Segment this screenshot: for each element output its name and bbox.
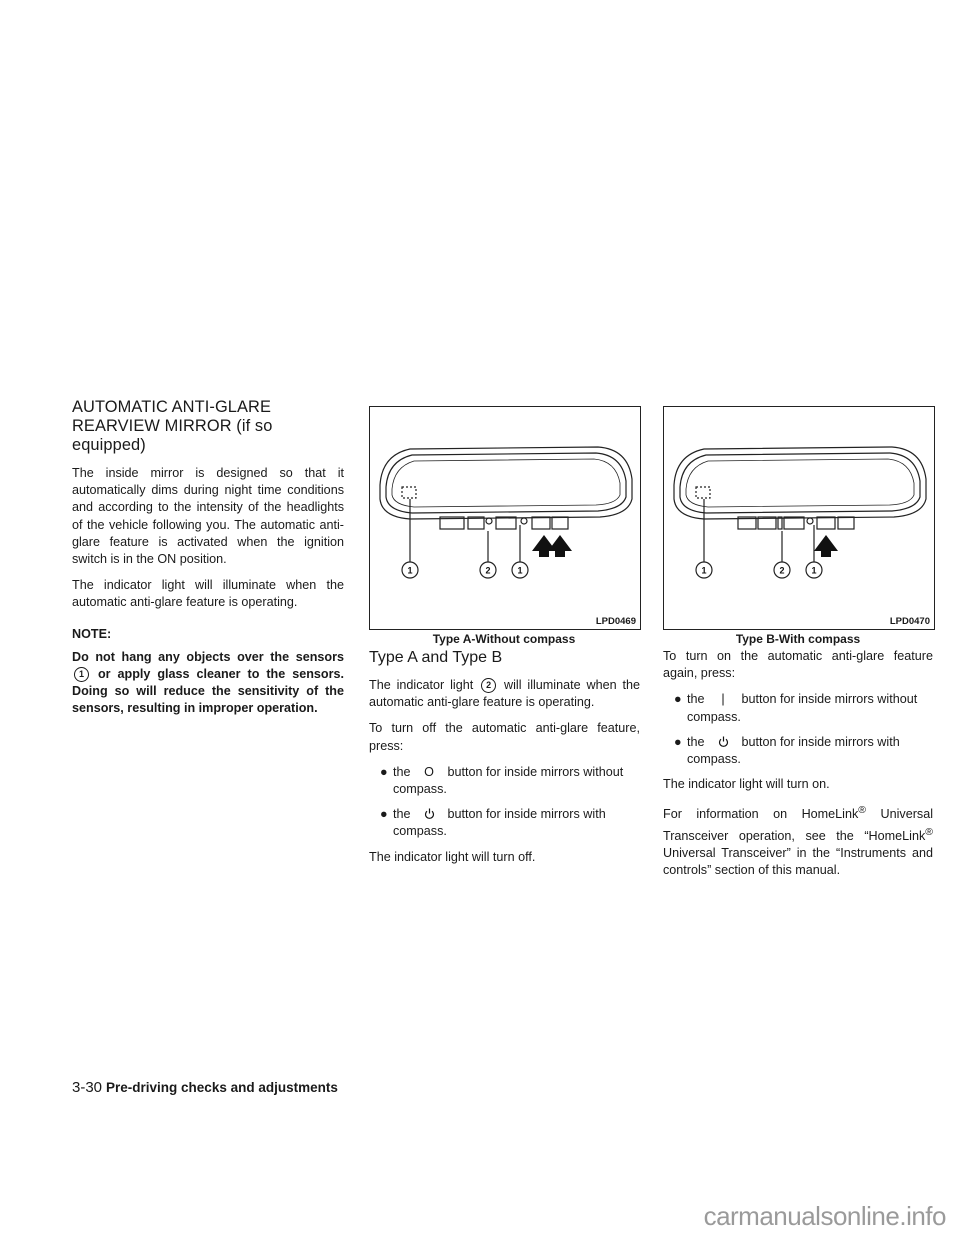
on-button-glyph: |	[721, 692, 725, 707]
up-arrow-icon	[814, 535, 838, 557]
bullet-text: button for inside mirrors without compass.	[393, 764, 624, 797]
registered-mark: ®	[858, 804, 867, 817]
turn-on-paragraph: To turn on the automatic anti-glare feature again, press:	[663, 649, 933, 681]
off-button-glyph: O	[424, 764, 434, 779]
callout-marker: 1	[74, 667, 89, 682]
callout-marker: 2	[481, 678, 496, 693]
list-item	[369, 806, 640, 840]
section-title-line-1: AUTOMATIC ANTI-GLARE	[72, 398, 272, 416]
indicator-text-part-1: The indicator light	[369, 678, 474, 692]
subheading-type-a-b: Type A and Type B	[369, 649, 503, 666]
bullet-dot: ●	[380, 764, 388, 779]
callout-1-right: 1	[517, 565, 523, 576]
figure-code: LPD0469	[595, 616, 636, 627]
power-icon	[708, 734, 738, 751]
bullet-dot: ●	[380, 807, 388, 822]
section-column-2	[369, 648, 640, 875]
bullet-text: button for inside mirrors with compass.	[393, 807, 606, 839]
section-title-line-2: REARVIEW MIRROR (if so equipped)	[72, 417, 273, 454]
callout-2: 2	[779, 565, 785, 576]
figure-type-a	[369, 406, 641, 630]
intro-paragraph: The inside mirror is designed so that it automatically dims during night time conditions and according to the intensity of the headlights of the vehicle following you. The automatic anti-glare feature is activated when the ignition switch is in the ON position.	[72, 466, 344, 567]
figure-type-b	[663, 406, 935, 630]
bullet-word: the	[393, 764, 411, 779]
watermark: carmanualsonline.info	[703, 1201, 946, 1231]
bullet-dot: ●	[674, 734, 682, 749]
section-column-1	[72, 398, 344, 727]
indicator-paragraph: The indicator light will illuminate when the automatic anti-glare feature is operating.	[72, 578, 344, 610]
indicator-text-part-2: will illuminate when the automatic anti-glare feature is operating.	[369, 678, 641, 710]
figure-caption-b: Type B-With compass	[735, 632, 861, 646]
bullet-word: the	[393, 807, 411, 822]
chapter-title: Pre-driving checks and adjustments	[106, 1080, 338, 1095]
list-item	[663, 691, 933, 725]
bullet-word: the	[687, 734, 705, 749]
mirror-illustration-b	[664, 407, 934, 629]
homelink-text-1: For information on HomeLink	[663, 807, 859, 822]
turn-off-result: The indicator light will turn off.	[369, 849, 536, 864]
power-icon	[414, 806, 444, 823]
section-title	[72, 398, 344, 455]
turn-on-result: The indicator light will turn on.	[663, 777, 830, 792]
callout-1-left: 1	[701, 565, 707, 576]
homelink-paragraph	[663, 802, 933, 879]
note-text-part-2: or apply glass cleaner to the sensors. Doing so will reduce the sensitivity of the sensors, resulting in improper operation.	[72, 667, 345, 716]
turn-off-paragraph: To turn off the automatic anti-glare feature, press:	[369, 721, 640, 753]
bullet-dot: ●	[674, 692, 682, 707]
homelink-text-3: Universal Transceiver” in the “Instruments and controls” section of this manual.	[663, 846, 933, 878]
indicator-light-paragraph	[369, 677, 640, 711]
page-number: 3-30	[72, 1079, 103, 1096]
figure-caption-a: Type A-Without compass	[432, 632, 576, 646]
mirror-illustration-a	[370, 407, 640, 629]
callout-1-left: 1	[407, 565, 413, 576]
bullet-text: button for inside mirrors without compass.	[687, 692, 918, 724]
page-footer	[72, 1079, 338, 1097]
list-item	[663, 734, 933, 768]
section-column-3	[663, 648, 933, 889]
up-arrow-icon	[532, 535, 572, 557]
homelink-text-2: Universal Transceiver operation, see the “HomeLink	[663, 807, 934, 843]
bullet-text: button for inside mirrors with compass.	[687, 734, 900, 767]
note-title: NOTE:	[72, 626, 112, 641]
note-text-part-1: Do not hang any objects over the sensors	[72, 649, 344, 664]
callout-2: 2	[485, 565, 491, 576]
list-item	[369, 764, 640, 798]
figure-code: LPD0470	[889, 616, 930, 627]
bullet-word: the	[687, 692, 705, 707]
callout-1-right: 1	[811, 565, 817, 576]
registered-mark: ®	[925, 825, 933, 838]
note-body	[72, 649, 344, 718]
